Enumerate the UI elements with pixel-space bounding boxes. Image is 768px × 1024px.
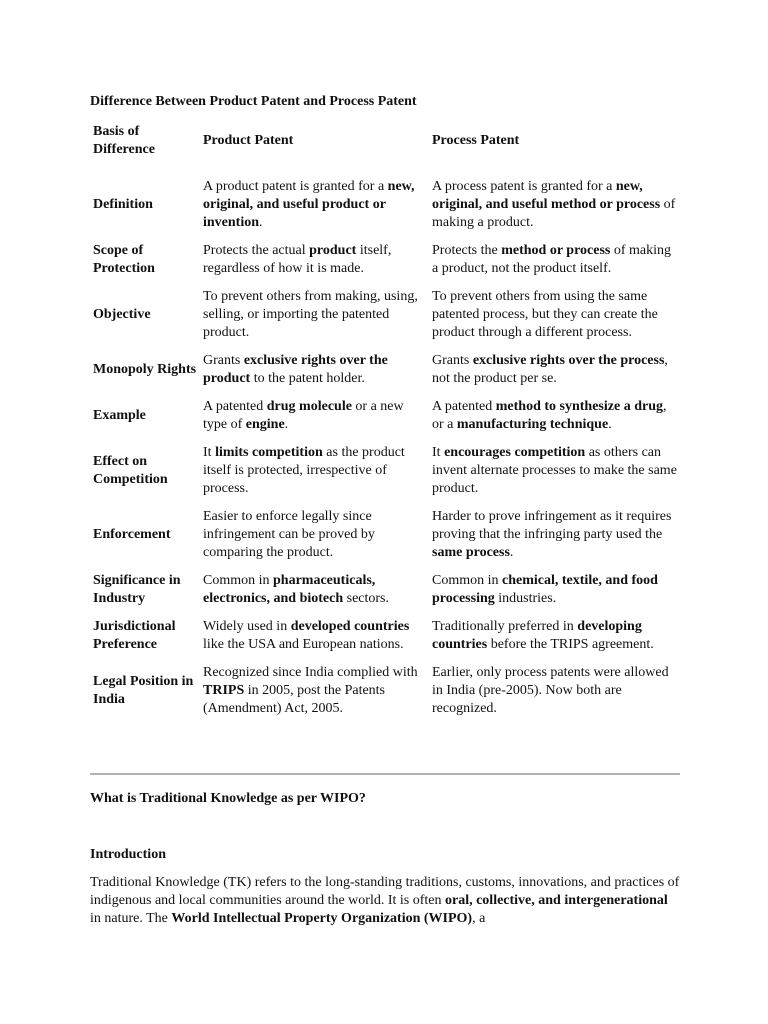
text-run: . — [284, 417, 289, 432]
table-row — [90, 613, 680, 659]
basis-cell: Significance in Industry — [93, 573, 181, 606]
text-run: itself, regardless of how it is made. — [203, 243, 392, 276]
table-row — [90, 567, 680, 613]
text-run: A patented — [432, 399, 496, 414]
product-patent-cell — [200, 347, 429, 393]
text-run: in 2005, post the Patents (Amendment) Act, 2005. — [203, 683, 386, 716]
bold-text: developed countries — [290, 619, 410, 634]
basis-cell: Scope of Protection — [93, 243, 155, 276]
header-product-patent: Product Patent — [203, 133, 294, 148]
process-patent-cell — [429, 173, 680, 237]
text-run: or a new type of — [203, 399, 404, 432]
product-patent-cell — [200, 439, 429, 503]
basis-cell: Jurisdictional Preference — [93, 619, 176, 652]
bold-text: developing countries — [432, 619, 642, 652]
process-patent-cell — [429, 237, 680, 283]
section-divider — [90, 773, 680, 775]
text-run: before the TRIPS agreement. — [487, 637, 654, 652]
text-run: as others can invent alternate processes to make the same product. — [432, 445, 677, 496]
text-run: Traditional Knowledge (TK) refers to the long-standing traditions, customs, innovations, and practices of indigenous and local communities around the world. It is often — [90, 875, 680, 908]
text-run: sectors. — [343, 591, 390, 606]
text-run: A process patent is granted for a — [432, 179, 616, 194]
process-patent-cell — [429, 439, 680, 503]
product-patent-cell — [200, 567, 429, 613]
bold-text: new, original, and useful method or process — [432, 179, 661, 212]
basis-cell: Definition — [93, 197, 153, 212]
bold-text: World Intellectual Property Organization (WIPO) — [171, 911, 473, 926]
basis-cell: Effect on Competition — [93, 454, 168, 487]
basis-cell: Legal Position in India — [93, 674, 194, 707]
product-patent-cell — [200, 659, 429, 723]
bold-text: exclusive rights over the process — [472, 353, 665, 368]
table-row — [90, 393, 680, 439]
text-run: To prevent others from making, using, selling, or importing the patented product. — [203, 289, 418, 340]
process-patent-cell — [429, 393, 680, 439]
process-patent-cell — [429, 283, 680, 347]
product-patent-cell — [200, 173, 429, 237]
bold-text: manufacturing technique — [456, 417, 609, 432]
product-patent-cell — [200, 503, 429, 567]
text-run: To prevent others from using the same patented process, but they can create the product through a different process. — [432, 289, 658, 340]
text-run: . — [608, 417, 612, 432]
bold-text: chemical, textile, and food processing — [432, 573, 658, 606]
process-patent-cell — [429, 613, 680, 659]
bold-text: limits competition — [215, 445, 323, 460]
text-run: Protects the — [432, 243, 502, 258]
text-run: Harder to prove infringement as it requires proving that the infringing party used the — [432, 509, 672, 542]
text-run: in nature. The — [90, 911, 172, 926]
text-run: A product patent is granted for a — [203, 179, 388, 194]
basis-cell: Objective — [93, 307, 151, 322]
table-row — [90, 173, 680, 237]
bold-text: oral, collective, and intergenerational — [444, 893, 668, 908]
product-patent-cell — [200, 237, 429, 283]
document-title: Difference Between Product Patent and Process Patent — [90, 94, 417, 109]
bold-text: TRIPS — [203, 683, 245, 698]
header-basis: Basis of Difference — [93, 124, 155, 157]
section-title: What is Traditional Knowledge as per WIPO? — [90, 791, 366, 806]
basis-cell: Example — [93, 408, 146, 423]
text-run: like the USA and European nations. — [203, 637, 404, 652]
process-patent-cell — [429, 659, 680, 723]
comparison-table — [90, 118, 680, 723]
text-run: It — [432, 445, 445, 460]
text-run: . — [259, 215, 263, 230]
text-run: as the product itself is protected, irrespective of process. — [203, 445, 405, 496]
text-run: . — [509, 545, 514, 560]
text-run: Widely used in — [203, 619, 291, 634]
bold-text: method to synthesize a drug — [495, 399, 663, 414]
text-run: industries. — [494, 591, 557, 606]
bold-text: encourages competition — [444, 445, 586, 460]
process-patent-cell — [429, 567, 680, 613]
table-row — [90, 503, 680, 567]
product-patent-cell — [200, 613, 429, 659]
bold-text: product — [309, 243, 357, 258]
table-row — [90, 439, 680, 503]
text-run: to the patent holder. — [250, 371, 365, 386]
basis-cell: Monopoly Rights — [93, 362, 197, 377]
basis-cell: Enforcement — [93, 527, 171, 542]
process-patent-cell — [429, 503, 680, 567]
process-patent-cell — [429, 347, 680, 393]
text-run: of making a product. — [432, 197, 676, 230]
bold-text: same process — [432, 545, 510, 560]
product-patent-cell — [200, 283, 429, 347]
bold-text: engine — [245, 417, 285, 432]
bold-text: drug molecule — [266, 399, 352, 414]
text-run: Grants — [432, 353, 473, 368]
text-run: , or a — [432, 399, 667, 432]
text-run: Protects the actual — [203, 243, 310, 258]
text-run: Traditionally preferred in — [432, 619, 578, 634]
subsection-title: Introduction — [90, 847, 166, 862]
table-row — [90, 659, 680, 723]
text-run: A patented — [203, 399, 267, 414]
bold-text: new, original, and useful product or invention — [203, 179, 415, 230]
text-run: , a — [472, 911, 486, 926]
text-run: Common in — [432, 573, 503, 588]
table-row — [90, 347, 680, 393]
bold-text: pharmaceuticals, electronics, and biotech — [203, 573, 376, 606]
product-patent-cell — [200, 393, 429, 439]
text-run: of making a product, not the product itself. — [432, 243, 672, 276]
table-body — [90, 173, 680, 723]
text-run: Easier to enforce legally since infringement can be proved by comparing the product. — [203, 509, 375, 560]
bold-text: exclusive rights over the product — [203, 353, 388, 386]
bold-text: method or process — [501, 243, 611, 258]
text-run: Earlier, only process patents were allowed in India (pre-2005). Now both are recognized. — [432, 665, 669, 716]
text-run: It — [203, 445, 216, 460]
header-process-patent: Process Patent — [432, 133, 520, 148]
text-run: Recognized since India complied with — [203, 665, 418, 680]
text-run: Grants — [203, 353, 244, 368]
text-run: , not the product per se. — [432, 353, 668, 386]
table-header-row — [90, 118, 680, 173]
table-row — [90, 283, 680, 347]
intro-paragraph — [90, 874, 680, 928]
text-run: Common in — [203, 573, 274, 588]
table-row — [90, 237, 680, 283]
